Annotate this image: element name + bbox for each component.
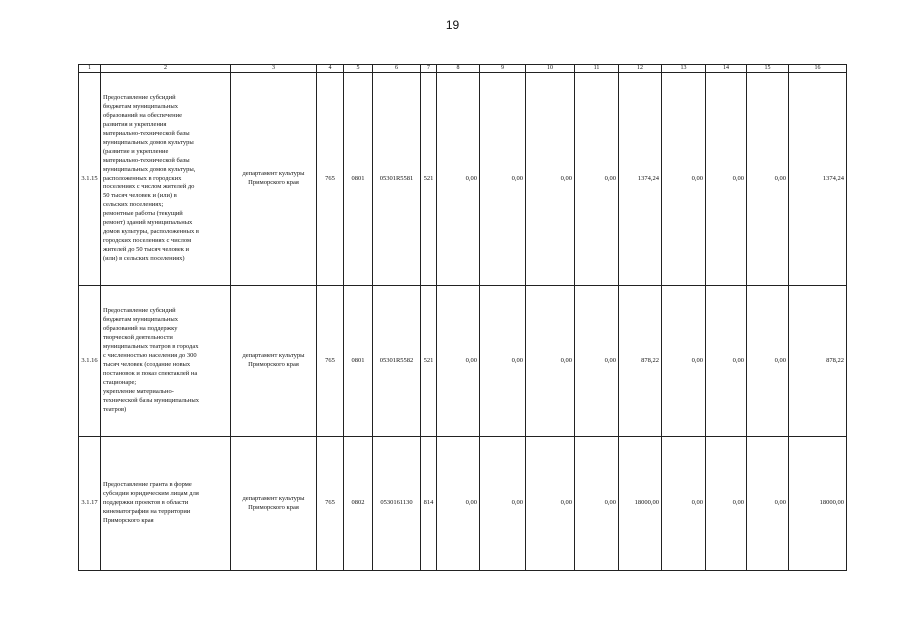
col-header: 8 bbox=[437, 65, 480, 73]
value-cell: 0,00 bbox=[706, 286, 747, 437]
text-line: домов культуры, расположенных в bbox=[103, 228, 199, 236]
text-line: образований на обеспечение bbox=[103, 111, 182, 119]
value-cell: 18000,00 bbox=[789, 437, 847, 571]
value-cell: 0,00 bbox=[575, 437, 619, 571]
value-cell: 0,00 bbox=[437, 286, 480, 437]
col-header: 10 bbox=[526, 65, 575, 73]
text-line: департамент культуры bbox=[242, 352, 305, 360]
measure-name bbox=[101, 437, 231, 571]
text-line: муниципальных домов культуры bbox=[103, 138, 194, 146]
row-number: 3.1.16 bbox=[79, 286, 101, 437]
text-line: городских поселениях с числом bbox=[103, 237, 192, 245]
text-line: поддержки проектов в области bbox=[103, 499, 189, 507]
value-cell: 0,00 bbox=[747, 286, 789, 437]
text-line: расположенных в городских bbox=[103, 174, 182, 182]
value-cell: 0,00 bbox=[480, 73, 526, 286]
value-cell: 878,22 bbox=[789, 286, 847, 437]
col-header: 6 bbox=[373, 65, 421, 73]
grbs-code: 765 bbox=[317, 437, 344, 571]
grbs-code: 765 bbox=[317, 73, 344, 286]
table-row bbox=[79, 286, 847, 437]
text-line: с численностью населения до 300 bbox=[103, 352, 197, 360]
row-number: 3.1.15 bbox=[79, 73, 101, 286]
col-header: 16 bbox=[789, 65, 847, 73]
text-line: департамент культуры bbox=[242, 170, 305, 178]
budget-table bbox=[78, 64, 847, 571]
value-cell: 0,00 bbox=[480, 286, 526, 437]
text-line: постановок и показ спектаклей на bbox=[103, 369, 198, 377]
value-cell: 0,00 bbox=[526, 73, 575, 286]
text-line: театров) bbox=[103, 405, 127, 413]
text-line: тысяч человек (создание новых bbox=[103, 361, 191, 368]
grbs-code: 765 bbox=[317, 286, 344, 437]
text-line: творческой деятельности bbox=[103, 334, 173, 342]
text-line: развития и укрепления bbox=[103, 120, 167, 128]
column-number-row bbox=[79, 65, 847, 73]
text-line: Предоставление субсидий bbox=[103, 307, 176, 315]
measure-name bbox=[101, 73, 231, 286]
measure-name bbox=[101, 286, 231, 437]
value-cell: 0,00 bbox=[437, 73, 480, 286]
value-cell: 878,22 bbox=[619, 286, 662, 437]
vr-code: 521 bbox=[421, 73, 437, 286]
text-line: поселениях с числом жителей до bbox=[103, 183, 195, 191]
value-cell: 0,00 bbox=[747, 73, 789, 286]
value-cell: 0,00 bbox=[662, 437, 706, 571]
text-line: муниципальных домов культуры, bbox=[103, 165, 196, 173]
col-header: 5 bbox=[344, 65, 373, 73]
col-header: 1 bbox=[79, 65, 101, 73]
col-header: 7 bbox=[421, 65, 437, 73]
col-header: 13 bbox=[662, 65, 706, 73]
executor bbox=[231, 73, 317, 286]
text-line: Предоставление гранта в форме bbox=[103, 481, 192, 489]
text-line: муниципальных театров в городах bbox=[103, 343, 199, 351]
col-header: 14 bbox=[706, 65, 747, 73]
text-line: стационаре; bbox=[103, 378, 137, 386]
col-header: 2 bbox=[101, 65, 231, 73]
text-line: Приморского края bbox=[248, 179, 299, 186]
text-line: Приморского края bbox=[103, 516, 154, 524]
value-cell: 0,00 bbox=[437, 437, 480, 571]
value-cell: 0,00 bbox=[526, 286, 575, 437]
text-line: 50 тысяч человек и (или) в bbox=[103, 192, 177, 200]
csr-code: 05301R5581 bbox=[373, 73, 421, 286]
table-row bbox=[79, 73, 847, 286]
col-header: 12 bbox=[619, 65, 662, 73]
value-cell: 1374,24 bbox=[619, 73, 662, 286]
text-line: жителей до 50 тысяч человек и bbox=[103, 246, 190, 254]
text-line: ремонт) зданий муниципальных bbox=[103, 219, 193, 227]
csr-code: 0530161130 bbox=[373, 437, 421, 571]
rzpr-code: 0801 bbox=[344, 73, 373, 286]
value-cell: 0,00 bbox=[747, 437, 789, 571]
row-number: 3.1.17 bbox=[79, 437, 101, 571]
text-line: бюджетам муниципальных bbox=[103, 316, 178, 324]
text-line: Приморского края bbox=[248, 503, 299, 511]
value-cell: 0,00 bbox=[526, 437, 575, 571]
value-cell: 1374,24 bbox=[789, 73, 847, 286]
text-line: кинематографии на территории bbox=[103, 507, 191, 515]
text-line: субсидии юридическим лицам для bbox=[103, 490, 199, 498]
value-cell: 18000,00 bbox=[619, 437, 662, 571]
text-line: департамент культуры bbox=[242, 494, 305, 502]
col-header: 3 bbox=[231, 65, 317, 73]
text-line: (развитие и укрепление bbox=[103, 147, 169, 155]
value-cell: 0,00 bbox=[662, 286, 706, 437]
col-header: 15 bbox=[747, 65, 789, 73]
vr-code: 814 bbox=[421, 437, 437, 571]
table-row bbox=[79, 437, 847, 571]
col-header: 9 bbox=[480, 65, 526, 73]
csr-code: 05301R5582 bbox=[373, 286, 421, 437]
text-line: материально-технической базы bbox=[103, 156, 190, 164]
value-cell: 0,00 bbox=[575, 73, 619, 286]
col-header: 11 bbox=[575, 65, 619, 73]
executor bbox=[231, 437, 317, 571]
value-cell: 0,00 bbox=[480, 437, 526, 571]
page-number: 19 bbox=[445, 18, 460, 32]
text-line: (или) в сельских поселениях) bbox=[103, 255, 185, 263]
text-line: технической базы муниципальных bbox=[103, 396, 199, 404]
text-line: бюджетам муниципальных bbox=[103, 102, 178, 110]
rzpr-code: 0801 bbox=[344, 286, 373, 437]
text-line: образований на поддержку bbox=[103, 325, 178, 333]
value-cell: 0,00 bbox=[706, 73, 747, 286]
value-cell: 0,00 bbox=[662, 73, 706, 286]
col-header: 4 bbox=[317, 65, 344, 73]
value-cell: 0,00 bbox=[706, 437, 747, 571]
text-line: Предоставление субсидий bbox=[103, 93, 176, 101]
text-line: ремонтные работы (текущий bbox=[103, 210, 183, 218]
executor bbox=[231, 286, 317, 437]
text-line: укрепление материально- bbox=[103, 387, 174, 395]
rzpr-code: 0802 bbox=[344, 437, 373, 571]
text-line: сельских поселениях; bbox=[103, 201, 164, 209]
text-line: материально-технической базы bbox=[103, 129, 190, 137]
text-line: Приморского края bbox=[248, 361, 299, 368]
vr-code: 521 bbox=[421, 286, 437, 437]
value-cell: 0,00 bbox=[575, 286, 619, 437]
